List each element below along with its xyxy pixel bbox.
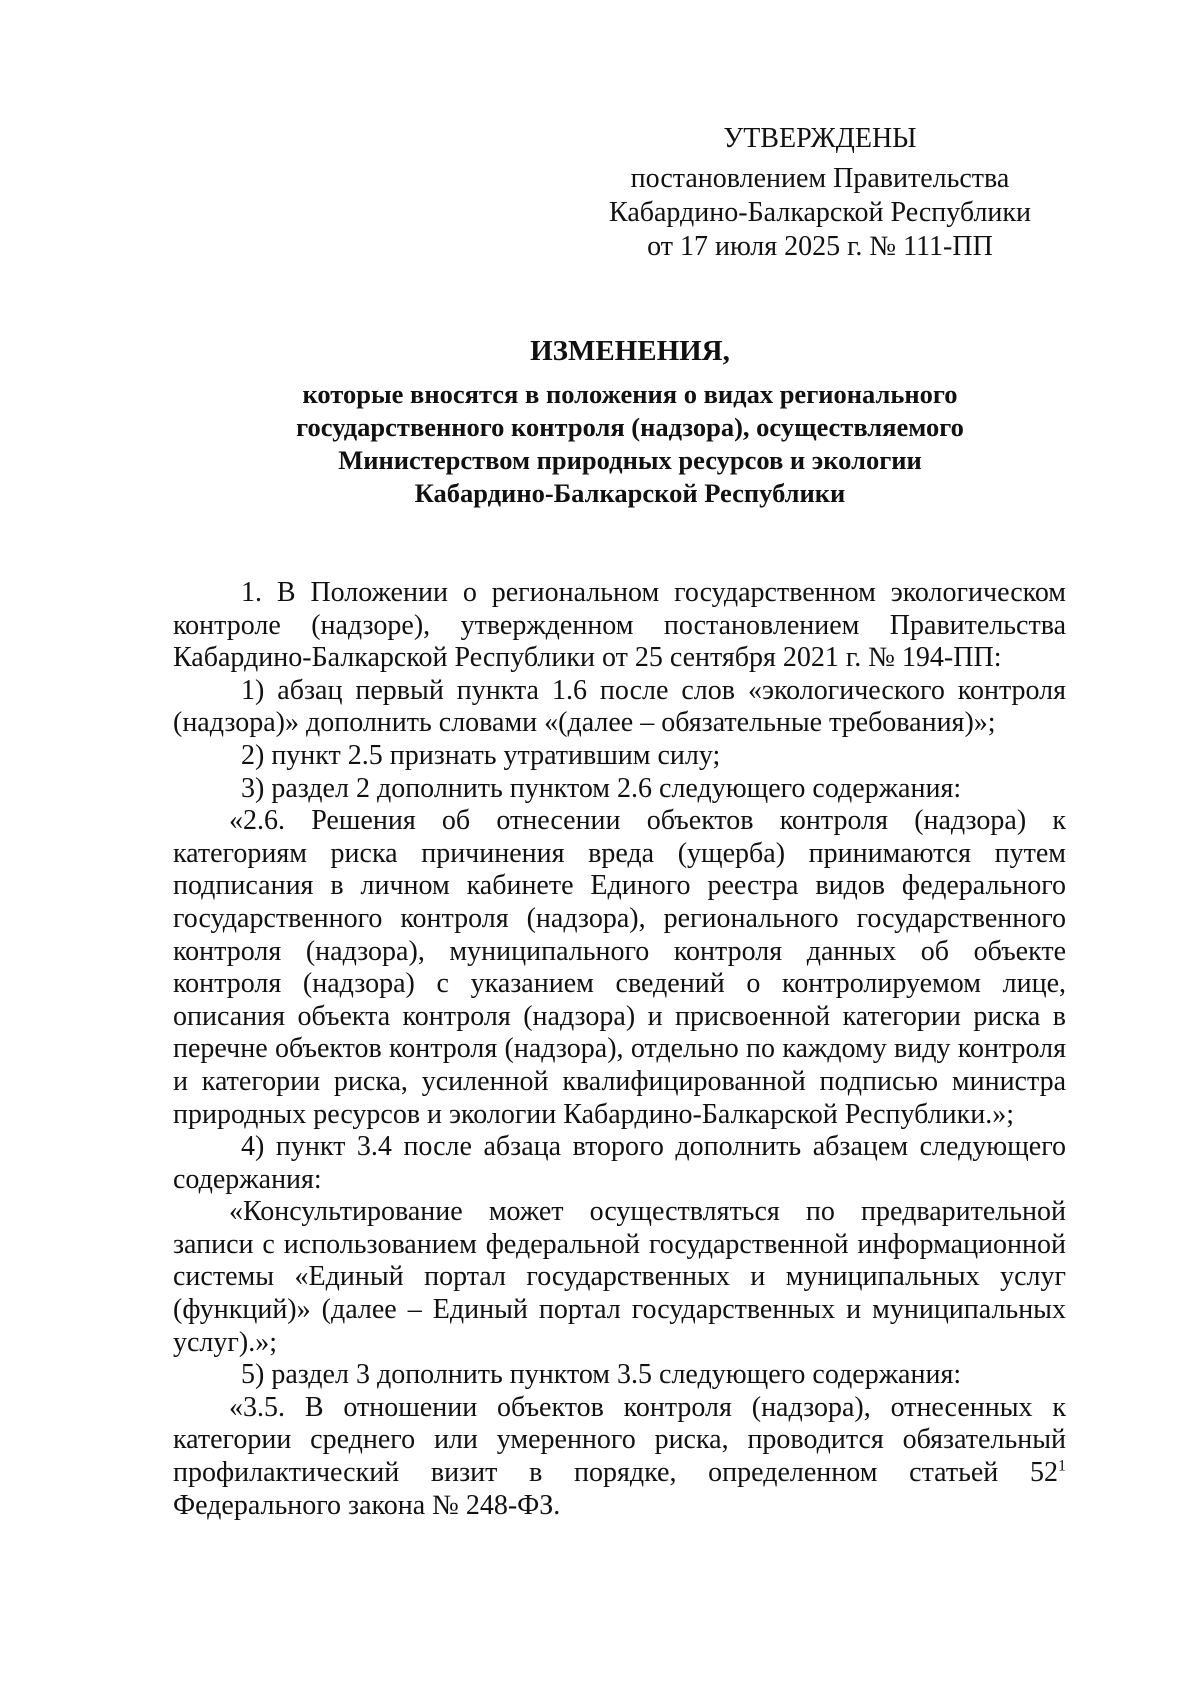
subtitle-line-4: Кабардино-Балкарской Республики [414,478,846,508]
paragraph-7: «Консультирование может осуществляться по предварительной записи с использованием федеральной государственной информационной системы «Единый портал государственных и муниципальных услуг (функций)» (далее – Единый портал государственных и муниципальных услуг).»; [173,1196,1066,1358]
approval-line-3: от 17 июля 2025 г. № 111-ПП [647,231,993,262]
document-body [173,577,1066,1522]
paragraph-6: 4) пункт 3.4 после абзаца второго дополнить абзацем следующего содержания: [173,1131,1066,1195]
paragraph-4: 3) раздел 2 дополнить пунктом 2.6 следующего содержания: [241,772,962,804]
paragraph-5: «2.6. Решения об отнесении объектов контроля (надзора) к категориям риска причинения вреда (ущерба) принимаются путем подписания в личном кабинете Единого реестра видов федерального государственного контроля (надзора), регионального государственного контроля (надзора), муниципального контроля данных об объекте контроля (надзора) с указанием сведений о контролируемом лице, описания объекта контроля (надзора) и присвоенной категории риска в перечне объектов контроля (надзора), отдельно по каждому виду контроля и категории риска, усиленной квалифицированной подписью министра природных ресурсов и экологии Кабардино-Балкарской Республики.»; [173,805,1066,1130]
paragraph-2: 1) абзац первый пункта 1.6 после слов «экологического контроля (надзора)» дополнить словами «(далее – обязательные требования)»; [173,674,1066,739]
subtitle-line-1: которые вносятся в положения о видах регионального [302,379,958,409]
subtitle-line-2: государственного контроля (надзора), осуществляемого [296,412,964,442]
approval-line-2: Кабардино-Балкарской Республики [609,197,1031,228]
approval-stamp-title: УТВЕРЖДЕНЫ [723,123,917,154]
paragraph-9 [173,1392,1066,1522]
paragraph-9-main: «3.5. В отношении объектов контроля (надзора), отнесенных к категории среднего или умеренного риска, проводится обязательный профилактический визит в порядке, определенном статьей 52 [173,1391,1066,1489]
document-title: ИЗМЕНЕНИЯ, [530,335,730,367]
superscript-one: 1 [1058,1457,1066,1475]
paragraph-8: 5) раздел 3 дополнить пунктом 3.5 следующего содержания: [241,1359,962,1391]
paragraph-3: 2) пункт 2.5 признать утратившим силу; [241,739,721,771]
paragraph-9-tail: Федерального закона № 248-ФЗ. [173,1489,561,1521]
approval-line-1: постановлением Правительства [630,163,1010,194]
paragraph-1: 1. В Положении о региональном государственном экологическом контроле (надзоре), утвержденном постановлением Правительства Кабардино-Балкарской Республики от 25 сентября 2021 г. № 194-ПП: [173,577,1066,674]
subtitle-line-3: Министерством природных ресурсов и экологии [338,445,922,475]
